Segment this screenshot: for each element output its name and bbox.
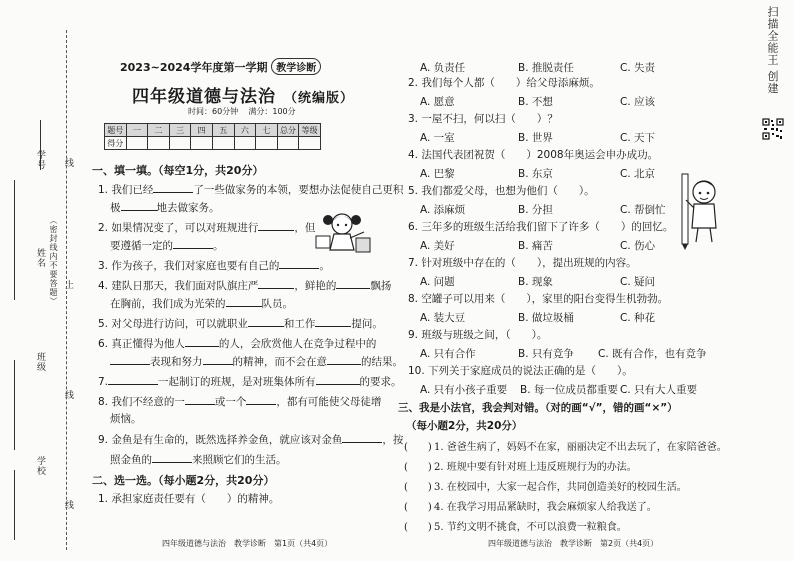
score-header: 七: [256, 124, 278, 137]
q-text: ，都有可能使父母徒增: [276, 396, 382, 408]
fill-question: [110, 200, 220, 215]
binding-margin: [0, 0, 92, 561]
score-cell[interactable]: [148, 137, 170, 150]
score-cell[interactable]: [277, 137, 299, 150]
option-c[interactable]: C. 应该: [620, 96, 656, 108]
answer-blank[interactable]: [246, 394, 276, 405]
answer-blank[interactable]: [258, 278, 294, 289]
answer-blank[interactable]: [258, 220, 294, 231]
score-header: 总分: [277, 124, 299, 137]
judge-text: 2. 班规中要有针对班上违反班规行为的办法。: [434, 462, 637, 473]
school-label: 学校: [35, 456, 45, 476]
fill-question: [98, 220, 315, 235]
option-c[interactable]: C. 帮倒忙: [620, 204, 666, 216]
fill-question: [98, 278, 391, 293]
q-text: ，鲜艳的: [294, 280, 337, 292]
score-cell[interactable]: [299, 137, 321, 150]
judge-item: [404, 458, 637, 473]
fill-question: [98, 394, 381, 409]
option-b[interactable]: B. 每一位成员都重要: [520, 384, 618, 396]
judge-answer-box[interactable]: ( ): [404, 522, 432, 533]
q-text: 1. 我们已经: [98, 184, 154, 196]
q-text: 了一些做家务的本领，要想办法促使自己更积: [193, 184, 404, 196]
score-header: 一: [126, 124, 148, 137]
q-text: ，但: [294, 222, 316, 234]
answer-blank[interactable]: [316, 374, 360, 385]
q-text: 队员。: [261, 298, 293, 310]
answer-blank[interactable]: [110, 354, 150, 365]
answer-blank[interactable]: [153, 182, 193, 193]
q-text: 的人，会欣赏他人在竞争过程中的: [218, 338, 377, 350]
fill-question: [98, 182, 403, 197]
q-text: 3. 作为孩子，我们对家庭也要有自己的: [98, 260, 280, 272]
option-c[interactable]: C. 只有大人重要: [620, 384, 698, 396]
score-header: 二: [148, 124, 170, 137]
option-b[interactable]: B. 分担: [518, 204, 553, 216]
score-cell[interactable]: [234, 137, 256, 150]
judge-answer-box[interactable]: ( ): [404, 442, 432, 453]
section1-title: 一、填一填。（每空1分，共20分）: [92, 164, 264, 177]
choice-question: 4. 法国代表团祝贺（ ）2008年奥运会申办成功。: [408, 149, 659, 161]
answer-blank[interactable]: [203, 354, 233, 365]
judge-text: 3. 在校园中，大家一起合作，共同创造美好的校园生活。: [434, 482, 687, 493]
option-c[interactable]: C. 疑问: [620, 276, 656, 288]
seal-dotted-line: [66, 30, 67, 550]
option-a[interactable]: A. 美好: [420, 240, 455, 252]
option-b[interactable]: B. 不想: [518, 96, 553, 108]
q-text: 4. 建队日那天，我们面对队旗庄严: [98, 280, 259, 292]
title-text: 四年级道德与法治: [132, 87, 276, 107]
q-text: 的要求。: [359, 376, 402, 388]
fill-question: [98, 374, 402, 389]
line-mark-2: 上: [63, 280, 73, 290]
q-text: 5. 对父母进行访问，可以就职业: [98, 318, 248, 330]
q-text: 地去做家务。: [156, 202, 220, 214]
answer-blank[interactable]: [108, 374, 158, 385]
judge-text: 4. 在我学习用品紧缺时，我会麻烦家人给我送了。: [434, 502, 657, 513]
line-mark-3: 线: [63, 390, 73, 400]
fill-question: [98, 432, 403, 447]
option-c[interactable]: C. 既有合作，也有竞争: [598, 348, 707, 360]
time-label: 时间：60分钟: [188, 107, 239, 116]
section2-title: 二、选一选。（每小题2分，共20分）: [92, 474, 275, 487]
judge-text: 1. 爸爸生病了，妈妈不在家，丽丽决定不出去玩了，在家陪爸爸。: [434, 442, 727, 453]
option-c[interactable]: C. 北京: [620, 168, 656, 180]
option-c[interactable]: C. 天下: [620, 132, 656, 144]
answer-blank[interactable]: [342, 432, 382, 443]
fill-question: [110, 238, 224, 253]
scanner-watermark: 扫描全能王 创建: [766, 6, 779, 95]
option-a[interactable]: A. 巴黎: [420, 168, 455, 180]
year-term: 2023~2024学年度第一学期: [120, 61, 268, 74]
q-text: 烦恼。: [110, 413, 142, 425]
judge-item: [404, 498, 657, 513]
student-id-label: 学号: [35, 150, 45, 170]
q-text: 或一个: [214, 396, 247, 408]
option-a[interactable]: A. 一室: [420, 132, 455, 144]
choice-question: 9. 班级与班级之间，（ ）。: [408, 329, 548, 341]
choice-question: 1. 承担家庭责任要有（ ）的精神。: [98, 493, 280, 505]
school-line: [14, 470, 15, 540]
q-text: 的精神，而不会在意: [232, 356, 327, 368]
option-a[interactable]: A. 只有小孩子重要: [420, 384, 508, 396]
option-b[interactable]: B. 现象: [518, 276, 553, 288]
exam-meta: [188, 106, 296, 117]
answer-blank[interactable]: [152, 452, 192, 463]
q-text: 在胸前，我们成为光荣的: [110, 298, 226, 310]
option-b[interactable]: B. 世界: [518, 132, 553, 144]
line-mark-4: 线: [63, 500, 73, 510]
q-text: 表现和努力: [150, 356, 203, 368]
name-line: [14, 180, 15, 300]
judge-answer-box[interactable]: ( ): [404, 482, 432, 493]
section3-subtitle: （每小题2分，共20分）: [406, 420, 523, 432]
q-text: ，按: [382, 434, 404, 446]
judge-item: [404, 478, 687, 493]
answer-blank[interactable]: [336, 278, 370, 289]
q-text: 的结果。: [361, 356, 403, 368]
q-text: 和工作: [283, 318, 316, 330]
score-header: 五: [212, 124, 234, 137]
q-text: 飘扬: [370, 280, 392, 292]
q-text: 一起制订的班规，是对班集体所有: [158, 376, 316, 388]
score-cell[interactable]: [169, 137, 191, 150]
score-header: 六: [234, 124, 256, 137]
score-header: 四: [191, 124, 213, 137]
choice-question: 5. 我们都爱父母，也想为他们（ ）。: [408, 185, 595, 197]
answer-blank[interactable]: [327, 354, 361, 365]
answer-blank[interactable]: [226, 296, 262, 307]
option-b[interactable]: B. 东京: [518, 168, 553, 180]
option-b[interactable]: B. 推脱责任: [518, 62, 574, 74]
girl-cleaning-illustration: [312, 210, 374, 256]
class-label: 班级: [35, 352, 45, 372]
q-text: 8. 我们不经意的一: [98, 396, 185, 408]
q-text: 极: [110, 202, 121, 214]
answer-blank[interactable]: [248, 316, 284, 327]
fill-question: [98, 316, 383, 331]
q-text: 2. 如果情况变了，可以对班规进行: [98, 222, 259, 234]
option-a[interactable]: A. 装大豆: [420, 312, 466, 324]
option-b[interactable]: B. 痛苦: [518, 240, 553, 252]
choice-question: 10. 下列关于家庭成员的说法正确的是（ ）。: [408, 365, 633, 377]
judge-item: [404, 518, 627, 533]
left-footer: 四年级道德与法治 教学诊断 第1页（共4页）: [162, 539, 333, 548]
fill-question: [110, 296, 293, 311]
fill-question: [110, 354, 403, 369]
exam-header: [120, 58, 321, 75]
score-row-label: 得分: [105, 137, 127, 150]
answer-blank[interactable]: [185, 336, 219, 347]
option-a[interactable]: A. 负责任: [420, 62, 466, 74]
left-page: [92, 0, 404, 561]
class-line: [14, 360, 15, 450]
boy-with-pencil-illustration: [678, 170, 724, 250]
q-text: 来照顾它们的生活。: [192, 454, 287, 466]
full-score-label: 满分：100分: [248, 107, 296, 116]
choice-question: 2. 我们每个人都（ ）给父母添麻烦。: [408, 77, 600, 89]
score-header: 等级: [299, 124, 321, 137]
option-c[interactable]: C. 失责: [620, 62, 656, 74]
right-footer: 四年级道德与法治 教学诊断 第2页（共4页）: [488, 539, 659, 548]
fill-question: [110, 412, 142, 426]
judge-text: 5. 节约文明不挑食，不可以浪费一粒粮食。: [434, 522, 627, 533]
score-header: 题号: [105, 124, 127, 137]
q-text: 提问。: [351, 318, 383, 330]
q-text: 照金鱼的: [110, 454, 152, 466]
choice-question: 7. 针对班级中存在的（ ），提出班规的内容。: [408, 257, 637, 269]
qr-code-icon: [762, 118, 784, 140]
right-page: [398, 0, 728, 561]
score-cell[interactable]: [256, 137, 278, 150]
q-text: 。: [319, 260, 330, 272]
option-a[interactable]: A. 愿意: [420, 96, 455, 108]
judge-answer-box[interactable]: ( ): [404, 502, 432, 513]
answer-blank[interactable]: [121, 200, 157, 211]
score-cell[interactable]: [212, 137, 234, 150]
name-label: 姓名: [35, 248, 45, 268]
score-cell[interactable]: [191, 137, 213, 150]
q-text: 6. 真正懂得为他人: [98, 338, 185, 350]
judge-item: [404, 438, 727, 453]
score-cell[interactable]: [126, 137, 148, 150]
choice-question: 6. 三年多的班级生活给我们留下了许多（ ）的回忆。: [408, 221, 674, 233]
section3-title: 三、我是小法官，我会判对错。（对的画“√”，错的画“×”）: [398, 402, 678, 414]
fill-question: [98, 336, 376, 351]
option-b[interactable]: B. 做垃圾桶: [518, 312, 574, 324]
choice-question: 3. 一屋不扫，何以扫（ ）？: [408, 113, 558, 125]
option-c[interactable]: C. 种花: [620, 312, 656, 324]
q-text: 。: [213, 240, 224, 252]
answer-blank[interactable]: [279, 258, 319, 269]
page-title: [132, 82, 354, 107]
q-text: 9. 金鱼是有生命的，既然选择养金鱼，就应该对金鱼: [98, 434, 343, 446]
answer-blank[interactable]: [315, 316, 351, 327]
q-text: 要遵循一定的: [110, 240, 173, 252]
line-mark-1: 线: [63, 158, 73, 168]
answer-blank[interactable]: [173, 238, 213, 249]
option-a[interactable]: A. 只有合作: [420, 348, 476, 360]
choice-question: 8. 空罐子可以用来（ ），家里的阳台变得生机勃勃。: [408, 293, 669, 305]
edition-label: （统编版）: [284, 91, 355, 106]
option-c[interactable]: C. 伤心: [620, 240, 656, 252]
seal-label: （密封线内不要答题）: [49, 216, 58, 306]
diagnosis-stamp: 教学诊断: [271, 58, 321, 75]
judge-answer-box[interactable]: ( ): [404, 462, 432, 473]
fill-question: [98, 258, 330, 273]
score-table: [104, 123, 321, 150]
answer-blank[interactable]: [185, 394, 215, 405]
score-header: 三: [169, 124, 191, 137]
option-a[interactable]: A. 问题: [420, 276, 455, 288]
fill-question: [110, 452, 287, 467]
option-a[interactable]: A. 添麻烦: [420, 204, 466, 216]
q-text: 7.: [98, 376, 109, 388]
option-b[interactable]: B. 只有竞争: [518, 348, 574, 360]
